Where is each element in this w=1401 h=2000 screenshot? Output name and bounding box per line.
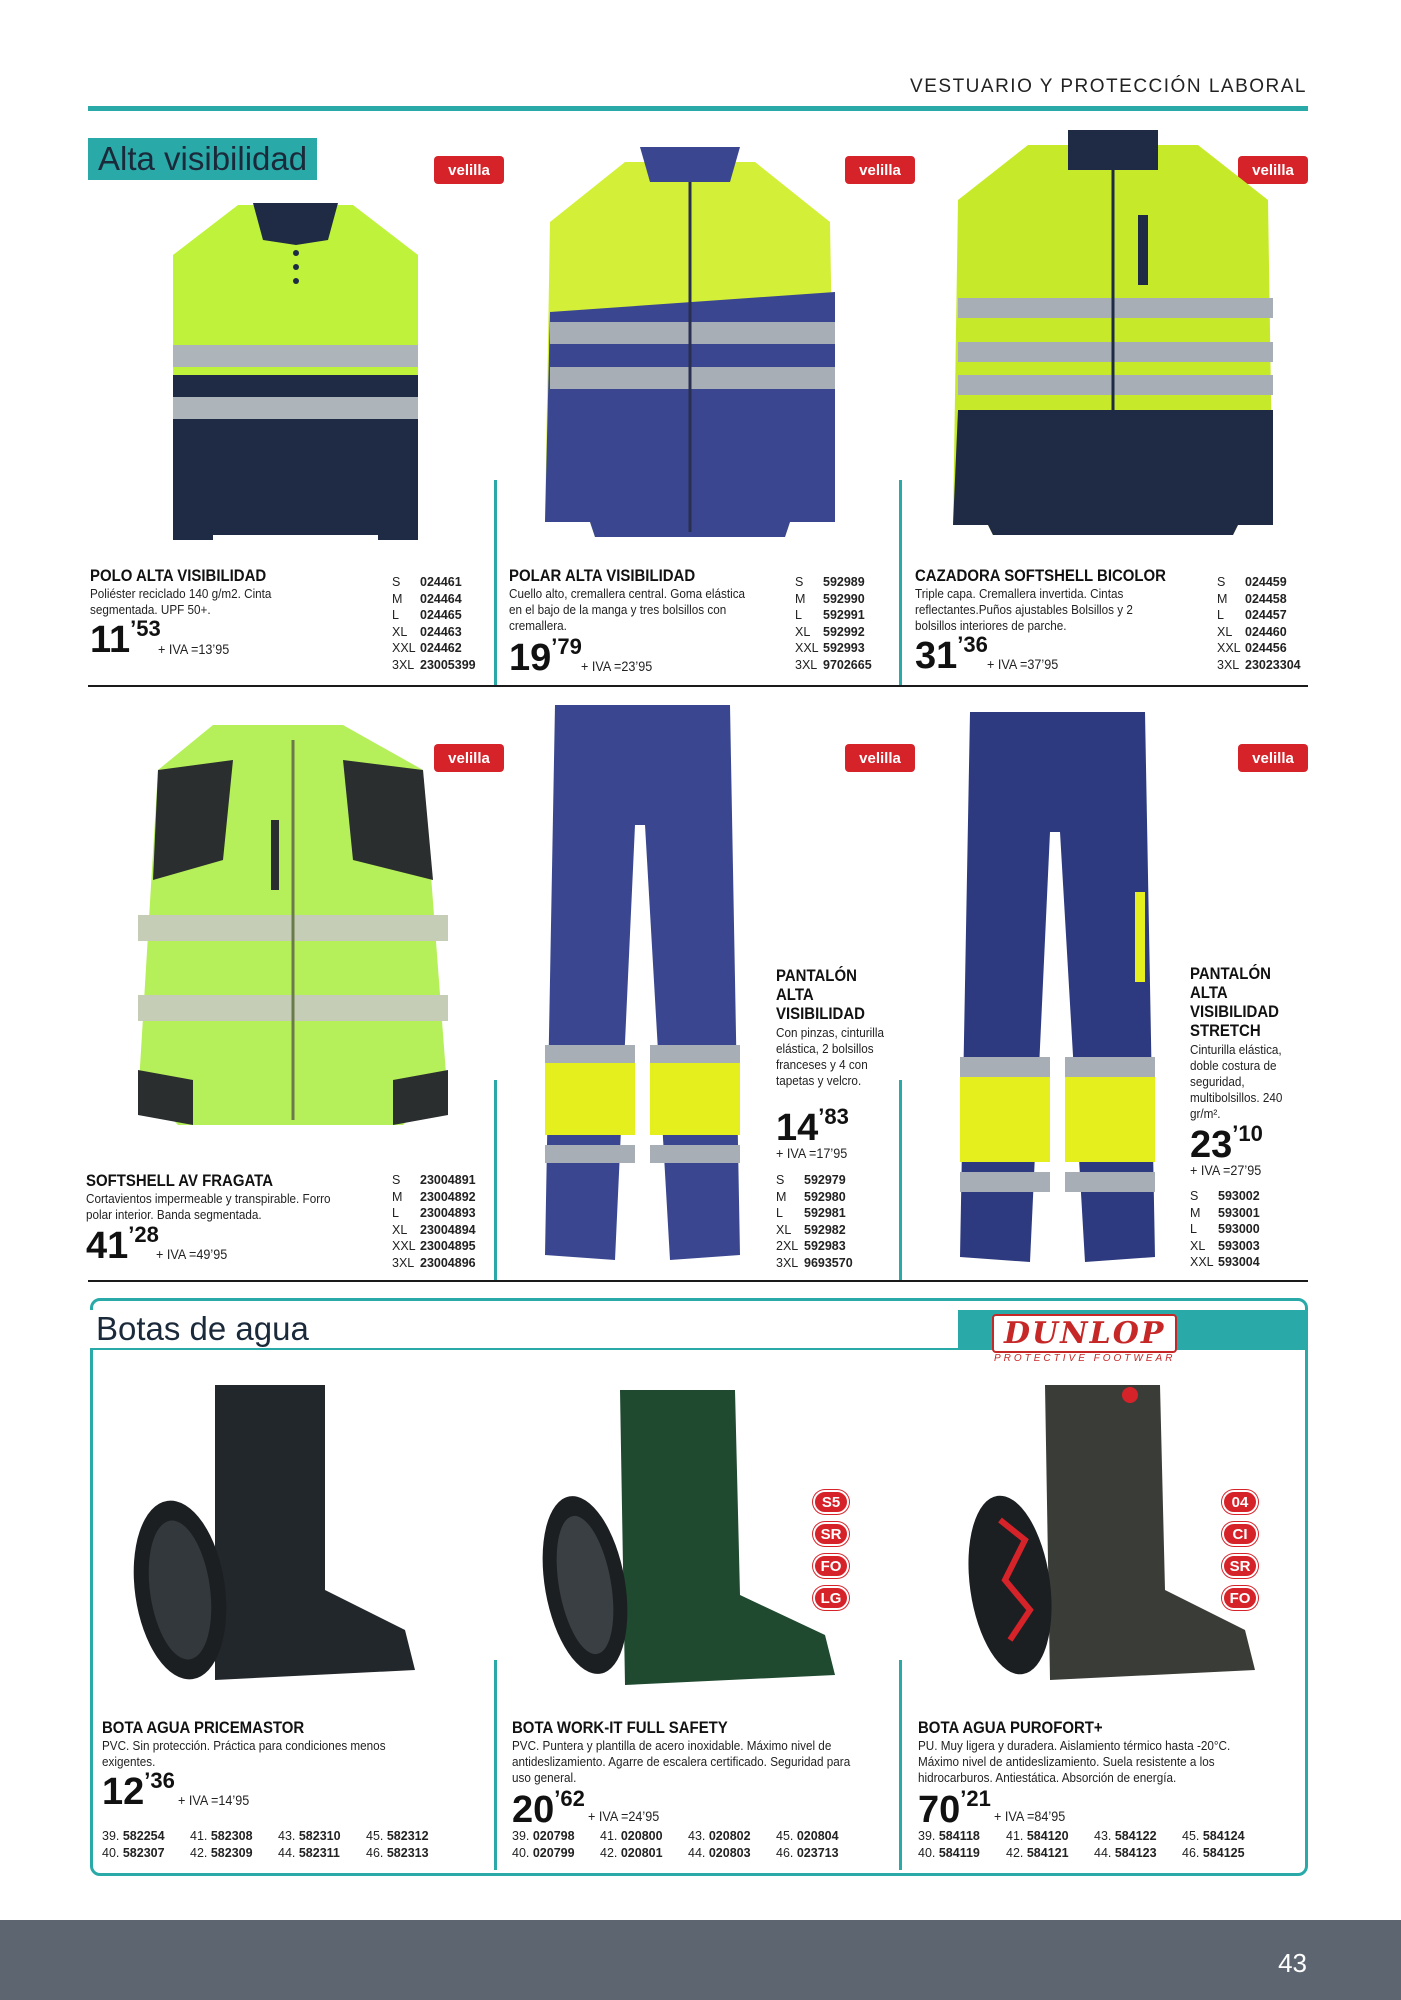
size-reference-row: [392, 1205, 476, 1222]
size-reference-row: [392, 1238, 476, 1255]
polar-jacket-image: [540, 142, 840, 542]
column-divider: [494, 480, 497, 685]
boot-size-reference: 40. 582307: [102, 1846, 165, 1860]
size-reference-row: [1217, 591, 1301, 608]
boot-size-reference: 45. 582312: [366, 1829, 429, 1843]
size-label: S: [392, 1173, 401, 1187]
size-label: M: [1190, 1205, 1201, 1220]
product-price: 11’53: [90, 616, 161, 661]
reference-code: 592991: [823, 608, 865, 622]
row-divider: [88, 685, 1308, 687]
product-price: 19’79: [509, 634, 582, 679]
size-reference-row: [776, 1238, 853, 1255]
size-label: XXL: [392, 1239, 416, 1253]
product-price: 23’10: [1190, 1121, 1263, 1166]
size-label: M: [392, 1189, 403, 1204]
certification-badges: [1222, 1490, 1258, 1610]
softshell-fragata-jacket-image: [133, 720, 453, 1130]
size-label: XL: [1190, 1238, 1206, 1253]
product-name: BOTA WORK-IT FULL SAFETY: [512, 1718, 728, 1737]
size-reference-row: [776, 1222, 853, 1239]
size-label: 3XL: [1217, 657, 1240, 672]
size-reference-row: [1190, 1188, 1260, 1205]
reference-code: 9702665: [823, 657, 872, 672]
size-label: L: [392, 608, 399, 622]
size-reference-row: [392, 591, 476, 608]
boot-size-reference: 42. 020801: [600, 1846, 663, 1860]
price-with-iva: + IVA =84’95: [994, 1808, 1066, 1824]
reference-code: 593002: [1218, 1189, 1260, 1203]
size-label: 2XL: [776, 1239, 799, 1253]
pantalon-stretch-image: [955, 712, 1160, 1267]
product-price: 14’83: [776, 1104, 849, 1149]
product-description: Poliéster reciclado 140 g/m2. Cinta segmentada. UPF 50+.: [90, 586, 272, 617]
size-label: 3XL: [776, 1255, 799, 1270]
product-name-line: VISIBILIDAD: [776, 1004, 865, 1023]
header-rule: [88, 106, 1308, 111]
reference-code: 23023304: [1245, 657, 1301, 672]
product-description: Cortavientos impermeable y transpirable. Forro polar interior. Banda segmentada.: [86, 1191, 331, 1222]
size-label: M: [392, 591, 403, 606]
size-label: S: [392, 575, 401, 589]
size-reference-list: [776, 1172, 853, 1271]
size-reference-row: [795, 591, 872, 608]
boot-size-reference: 41. 584120: [1006, 1829, 1069, 1843]
size-label: S: [776, 1173, 785, 1187]
product-description: PU. Muy ligera y duradera. Aislamiento térmico hasta -20°C. Máximo nivel de antideslizamiento. Suela resistente a los hidrocarburos. Antiestática. Absorción de energía.: [918, 1738, 1231, 1785]
pantalon-alta-visibilidad-image: [540, 705, 745, 1265]
product-price: 41’28: [86, 1222, 159, 1267]
size-reference-row: [795, 574, 872, 591]
product-description: Cuello alto, cremallera central. Goma elástica en el bajo de la manga y tres bolsillos con cremallera.: [509, 586, 746, 633]
product-price: 70’21: [918, 1786, 991, 1831]
reference-code: 23004894: [420, 1222, 476, 1237]
reference-code: 592990: [823, 591, 865, 606]
boot-size-reference: 39. 584118: [918, 1829, 980, 1843]
size-label: 3XL: [392, 1255, 415, 1270]
price-with-iva: + IVA =14’95: [178, 1792, 250, 1808]
size-reference-row: [795, 624, 872, 641]
row-divider: [88, 1280, 1308, 1282]
polo-shirt-image: [168, 195, 423, 550]
product-name: POLAR ALTA VISIBILIDAD: [509, 566, 696, 585]
size-label: XL: [795, 624, 811, 639]
reference-code: 23004893: [420, 1206, 476, 1220]
size-label: L: [1190, 1222, 1197, 1236]
reference-code: 024457: [1245, 608, 1287, 622]
velilla-logo: velilla: [1238, 744, 1308, 772]
boot-size-reference: 42. 584121: [1006, 1846, 1069, 1860]
size-reference-row: [1190, 1221, 1260, 1238]
product-name-line: PANTALÓN: [776, 966, 857, 985]
size-reference-row: [1217, 657, 1301, 674]
size-label: XXL: [1190, 1255, 1214, 1269]
velilla-logo: velilla: [845, 156, 915, 184]
boot-size-reference: 40. 020799: [512, 1846, 575, 1860]
size-label: M: [776, 1189, 787, 1204]
certification-badges: [813, 1490, 849, 1610]
boot-size-reference: 46. 582313: [366, 1846, 429, 1860]
size-reference-row: [1190, 1205, 1260, 1222]
size-reference-row: [776, 1255, 853, 1272]
velilla-logo: velilla: [434, 744, 504, 772]
reference-code: 592992: [823, 624, 865, 639]
size-reference-row: [776, 1189, 853, 1206]
softshell-bicolor-jacket-image: [948, 130, 1278, 540]
size-label: S: [795, 575, 804, 589]
size-reference-list: [392, 1172, 476, 1271]
boot-size-reference: 45. 584124: [1182, 1829, 1245, 1843]
page-number: 43: [1278, 1948, 1307, 1978]
price-with-iva: + IVA =27’95: [1190, 1162, 1262, 1178]
boot-size-reference: 41. 582308: [190, 1829, 253, 1843]
size-label: 3XL: [392, 657, 415, 672]
size-reference-row: [392, 657, 476, 674]
size-reference-row: [776, 1172, 853, 1189]
size-reference-row: [1217, 607, 1301, 624]
boot-size-reference: 45. 020804: [776, 1829, 839, 1843]
reference-code: 592979: [804, 1173, 846, 1187]
velilla-logo: velilla: [845, 744, 915, 772]
price-with-iva: + IVA =13’95: [158, 641, 230, 657]
size-reference-row: [392, 607, 476, 624]
reference-code: 23004895: [420, 1239, 476, 1253]
product-name-line: ALTA: [1190, 983, 1228, 1002]
boot-pricemastor-image: [125, 1380, 425, 1690]
size-reference-row: [392, 574, 476, 591]
reference-code: 592993: [823, 641, 865, 655]
dunlop-logo: DUNLOP PROTECTIVE FOOTWEAR: [993, 1316, 1176, 1364]
size-label: XXL: [795, 641, 819, 655]
size-reference-list: [795, 574, 872, 673]
reference-code: 23004892: [420, 1189, 476, 1204]
reference-code: 024460: [1245, 624, 1287, 639]
size-label: L: [1217, 608, 1224, 622]
certification-badge: CI: [1222, 1522, 1258, 1546]
product-name: SOFTSHELL AV FRAGATA: [86, 1171, 273, 1190]
reference-code: 024463: [420, 624, 462, 639]
velilla-logo: velilla: [1238, 156, 1308, 184]
reference-code: 024461: [420, 575, 462, 589]
size-reference-row: [1190, 1254, 1260, 1271]
column-divider: [494, 1080, 497, 1280]
product-name: POLO ALTA VISIBILIDAD: [90, 566, 267, 585]
footer-bar: [0, 1920, 1401, 2000]
reference-code: 024456: [1245, 641, 1287, 655]
size-reference-list: [512, 1828, 864, 1862]
boot-size-reference: 43. 582310: [278, 1829, 341, 1843]
size-label: XXL: [392, 641, 416, 655]
certification-badge: FO: [813, 1554, 849, 1578]
product-description: Cinturilla elástica, doble costura de seguridad, multibolsillos. 240 gr/m².: [1190, 1042, 1283, 1121]
reference-code: 9693570: [804, 1255, 853, 1270]
reference-code: 024465: [420, 608, 462, 622]
size-reference-row: [1217, 624, 1301, 641]
reference-code: 593003: [1218, 1238, 1260, 1253]
size-reference-list: [918, 1828, 1270, 1862]
reference-code: 593004: [1218, 1255, 1260, 1269]
certification-badge: S5: [813, 1490, 849, 1514]
boot-size-reference: 44. 020803: [688, 1846, 751, 1860]
reference-code: 593001: [1218, 1205, 1260, 1220]
product-description: PVC. Puntera y plantilla de acero inoxidable. Máximo nivel de antideslizamiento. Agarre de escalera certificado. Seguridad para uso general.: [512, 1738, 851, 1785]
reference-code: 23004896: [420, 1255, 476, 1270]
boot-size-reference: 40. 584119: [918, 1846, 980, 1860]
price-with-iva: + IVA =17’95: [776, 1145, 848, 1161]
size-reference-row: [392, 640, 476, 657]
certification-badge: 04: [1222, 1490, 1258, 1514]
boot-size-reference: 43. 584122: [1094, 1829, 1157, 1843]
size-label: S: [1217, 575, 1226, 589]
section-title-botas-de-agua: Botas de agua: [88, 1310, 958, 1348]
boot-size-reference: 43. 020802: [688, 1829, 751, 1843]
size-label: L: [795, 608, 802, 622]
size-reference-row: [1217, 640, 1301, 657]
size-reference-row: [795, 640, 872, 657]
boot-size-reference: 42. 582309: [190, 1846, 253, 1860]
column-divider: [494, 1660, 497, 1870]
reference-code: 592982: [804, 1222, 846, 1237]
size-label: XL: [392, 624, 408, 639]
size-reference-list: [102, 1828, 454, 1862]
product-name: BOTA AGUA PUROFORT+: [918, 1718, 1103, 1737]
product-price: 20’62: [512, 1786, 585, 1831]
size-reference-row: [392, 1189, 476, 1206]
boot-size-reference: 39. 020798: [512, 1829, 575, 1843]
certification-badge: SR: [1222, 1554, 1258, 1578]
product-name: CAZADORA SOFTSHELL BICOLOR: [915, 566, 1166, 585]
certification-badge: LG: [813, 1586, 849, 1610]
size-label: XXL: [1217, 641, 1241, 655]
product-name-line: VISIBILIDAD: [1190, 1002, 1279, 1021]
reference-code: 024462: [420, 641, 462, 655]
price-with-iva: + IVA =49’95: [156, 1246, 228, 1262]
size-label: XL: [392, 1222, 408, 1237]
reference-code: 23005399: [420, 657, 476, 672]
size-reference-row: [392, 1172, 476, 1189]
product-description: Triple capa. Cremallera invertida. Cintas reflectantes.Puños ajustables Bolsillos y 2 bolsillos interiores de parche.: [915, 586, 1133, 633]
price-with-iva: + IVA =24’95: [588, 1808, 660, 1824]
reference-code: 024459: [1245, 575, 1287, 589]
product-name: BOTA AGUA PRICEMASTOR: [102, 1718, 305, 1737]
boot-size-reference: 44. 582311: [278, 1846, 340, 1860]
size-label: XL: [776, 1222, 792, 1237]
size-label: 3XL: [795, 657, 818, 672]
reference-code: 592981: [804, 1206, 846, 1220]
boot-size-reference: 39. 582254: [102, 1829, 165, 1843]
reference-code: 592980: [804, 1189, 846, 1204]
certification-badge: FO: [1222, 1586, 1258, 1610]
product-name-line: STRETCH: [1190, 1021, 1261, 1040]
size-label: L: [392, 1206, 399, 1220]
reference-code: 593000: [1218, 1222, 1260, 1236]
size-reference-list: [392, 574, 476, 673]
column-divider: [899, 1660, 902, 1870]
size-reference-list: [1190, 1188, 1260, 1271]
boot-size-reference: 46. 023713: [776, 1846, 839, 1860]
product-price: 31’36: [915, 632, 988, 677]
product-name-line: PANTALÓN: [1190, 964, 1271, 983]
size-label: S: [1190, 1189, 1199, 1203]
size-reference-row: [795, 607, 872, 624]
size-reference-row: [392, 624, 476, 641]
product-price: 12’36: [102, 1768, 175, 1813]
velilla-logo: velilla: [434, 156, 504, 184]
size-label: M: [795, 591, 806, 606]
size-reference-list: [1217, 574, 1301, 673]
size-reference-row: [1190, 1238, 1260, 1255]
boot-work-it-image: [535, 1385, 845, 1690]
price-with-iva: + IVA =37’95: [987, 656, 1059, 672]
size-reference-row: [392, 1255, 476, 1272]
reference-code: 592989: [823, 575, 865, 589]
reference-code: 024464: [420, 591, 462, 606]
size-label: L: [776, 1206, 783, 1220]
boot-size-reference: 44. 584123: [1094, 1846, 1157, 1860]
section-title-alta-visibilidad: Alta visibilidad: [88, 138, 317, 180]
size-reference-row: [1217, 574, 1301, 591]
product-name-line: ALTA: [776, 985, 814, 1004]
reference-code: 024458: [1245, 591, 1287, 606]
size-label: M: [1217, 591, 1228, 606]
page-header-title: VESTUARIO Y PROTECCIÓN LABORAL: [910, 76, 1307, 97]
boot-size-reference: 41. 020800: [600, 1829, 663, 1843]
reference-code: 23004891: [420, 1173, 476, 1187]
product-description: PVC. Sin protección. Práctica para condiciones menos exigentes.: [102, 1738, 386, 1769]
column-divider: [899, 480, 902, 685]
column-divider: [899, 1080, 902, 1280]
reference-code: 592983: [804, 1239, 846, 1253]
size-reference-row: [392, 1222, 476, 1239]
product-description: Con pinzas, cinturilla elástica, 2 bolsillos franceses y 4 con tapetas y velcro.: [776, 1025, 884, 1088]
certification-badge: SR: [813, 1522, 849, 1546]
boot-size-reference: 46. 584125: [1182, 1846, 1245, 1860]
price-with-iva: + IVA =23’95: [581, 658, 653, 674]
size-reference-row: [776, 1205, 853, 1222]
size-label: XL: [1217, 624, 1233, 639]
size-reference-row: [795, 657, 872, 674]
boot-purofort-image: [960, 1380, 1260, 1690]
